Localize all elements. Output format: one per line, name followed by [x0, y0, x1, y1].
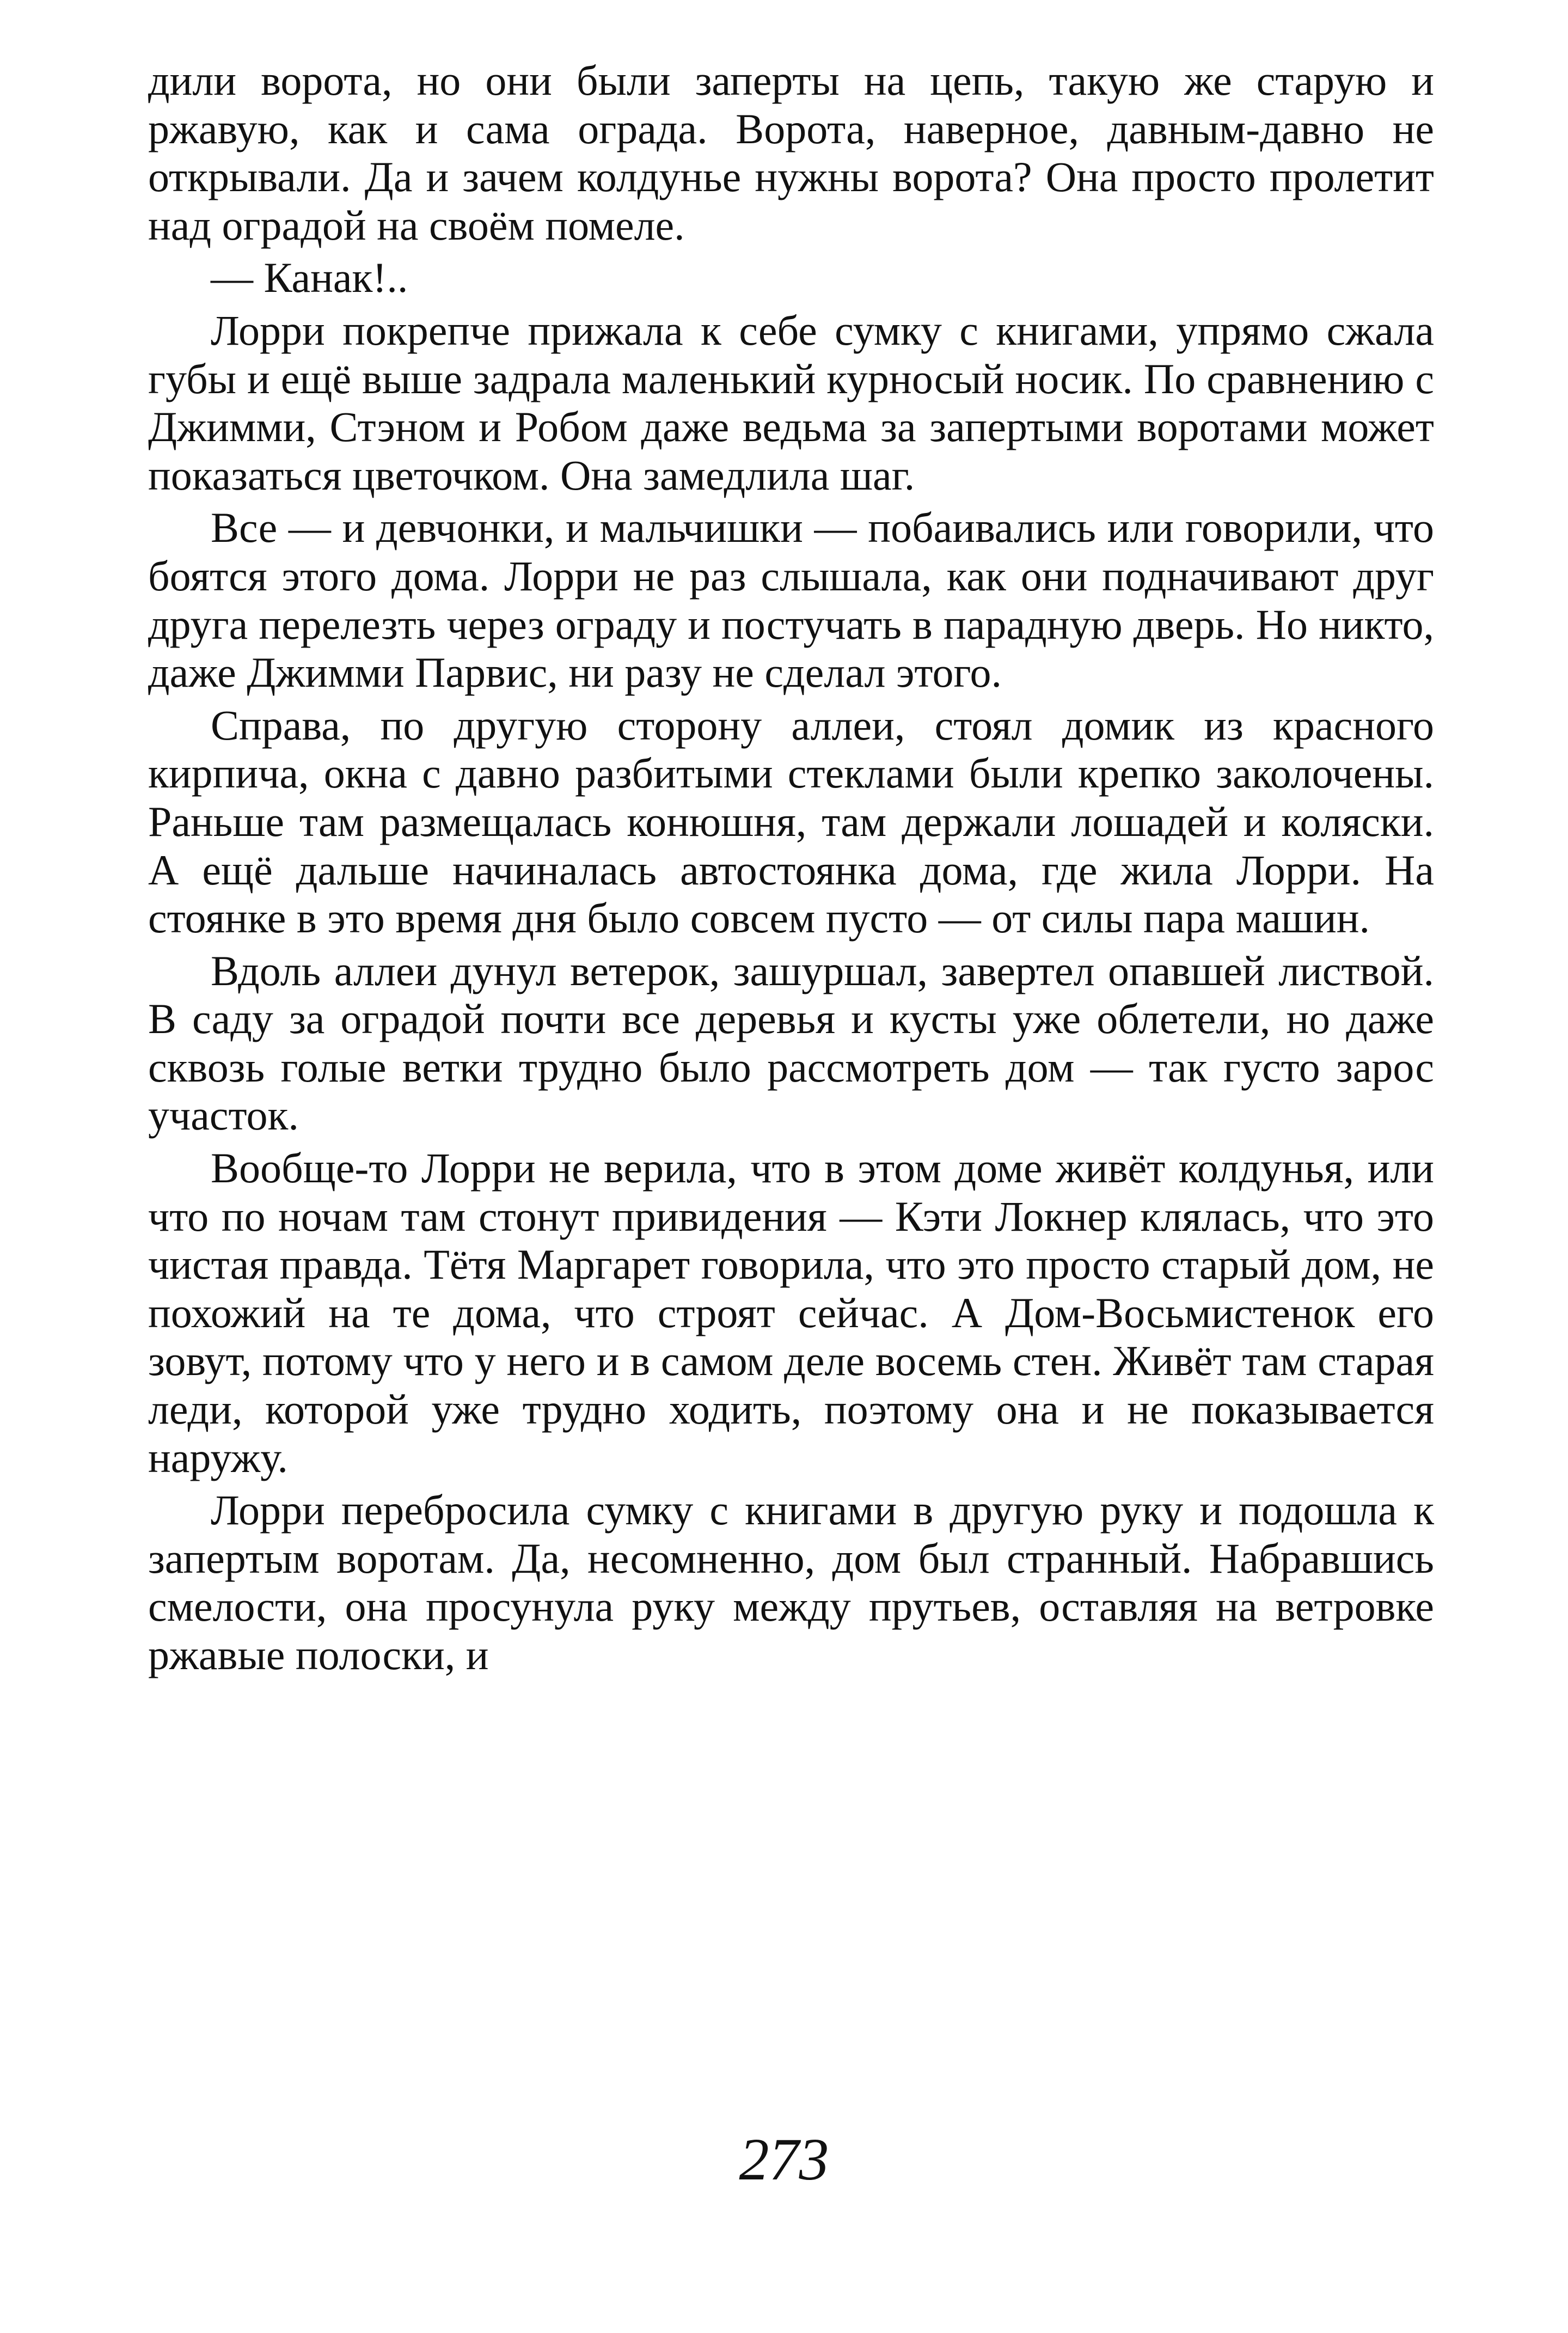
paragraph: Вообще-то Лорри не верила, что в этом доме живёт колдунья, или что по ночам там стонут привидения — Кэти Локнер клялась, что это чистая правда. Тётя Маргарет говорила, что это просто старый дом, не похожий на те дома, что строят сейчас. А Дом-Восьмистенок его зовут, потому что у него и в самом деле восемь стен. Живёт там старая леди, которой уже трудно ходить, поэтому она и не показывается наружу.	[148, 1144, 1434, 1481]
page-number: 273	[739, 2126, 829, 2192]
paragraph: Лорри покрепче прижала к себе сумку с книгами, упрямо сжала губы и ещё выше задрала маленький курносый носик. По сравнению с Джимми, Стэном и Робом даже ведьма за запертыми воротами может показаться цветочком. Она замедлила шаг.	[148, 306, 1434, 499]
paragraph: Лорри перебросила сумку с книгами в другую руку и подошла к запертым воротам. Да, несомненно, дом был странный. Набравшись смелости, она просунула руку между прутьев, оставляя на ветровке ржавые полоски, и	[148, 1486, 1434, 1678]
body-text	[148, 57, 1434, 1684]
paragraph-dialogue: — Канак!..	[211, 254, 408, 302]
paragraph: Справа, по другую сторону аллеи, стоял домик из красного кирпича, окна с давно разбитыми стеклами были крепко заколочены. Раньше там размещалась конюшня, там держали лошадей и коляски. А ещё дальше начиналась автостоянка дома, где жила Лорри. На стоянке в это время дня было совсем пусто — от силы пара машин.	[148, 701, 1434, 942]
paragraph-continuation: дили ворота, но они были заперты на цепь, такую же старую и ржавую, как и сама ограда. Ворота, наверное, давным-давно не открывали. Да и зачем колдунье нужны ворота? Она просто пролетит над оградой на своём помеле.	[148, 57, 1434, 249]
paragraph: Все — и девчонки, и мальчишки — побаивались или говорили, что боятся этого дома. Лорри не раз слышала, как они подначивают друг друга перелезть через ограду и постучать в парадную дверь. Но никто, даже Джимми Парвис, ни разу не сделал этого.	[148, 504, 1434, 697]
paragraph: Вдоль аллеи дунул ветерок, зашуршал, завертел опавшей листвой. В саду за оградой почти все деревья и кусты уже облетели, но даже сквозь голые ветки трудно было рассмотреть дом — так густо зарос участок.	[148, 946, 1434, 1139]
